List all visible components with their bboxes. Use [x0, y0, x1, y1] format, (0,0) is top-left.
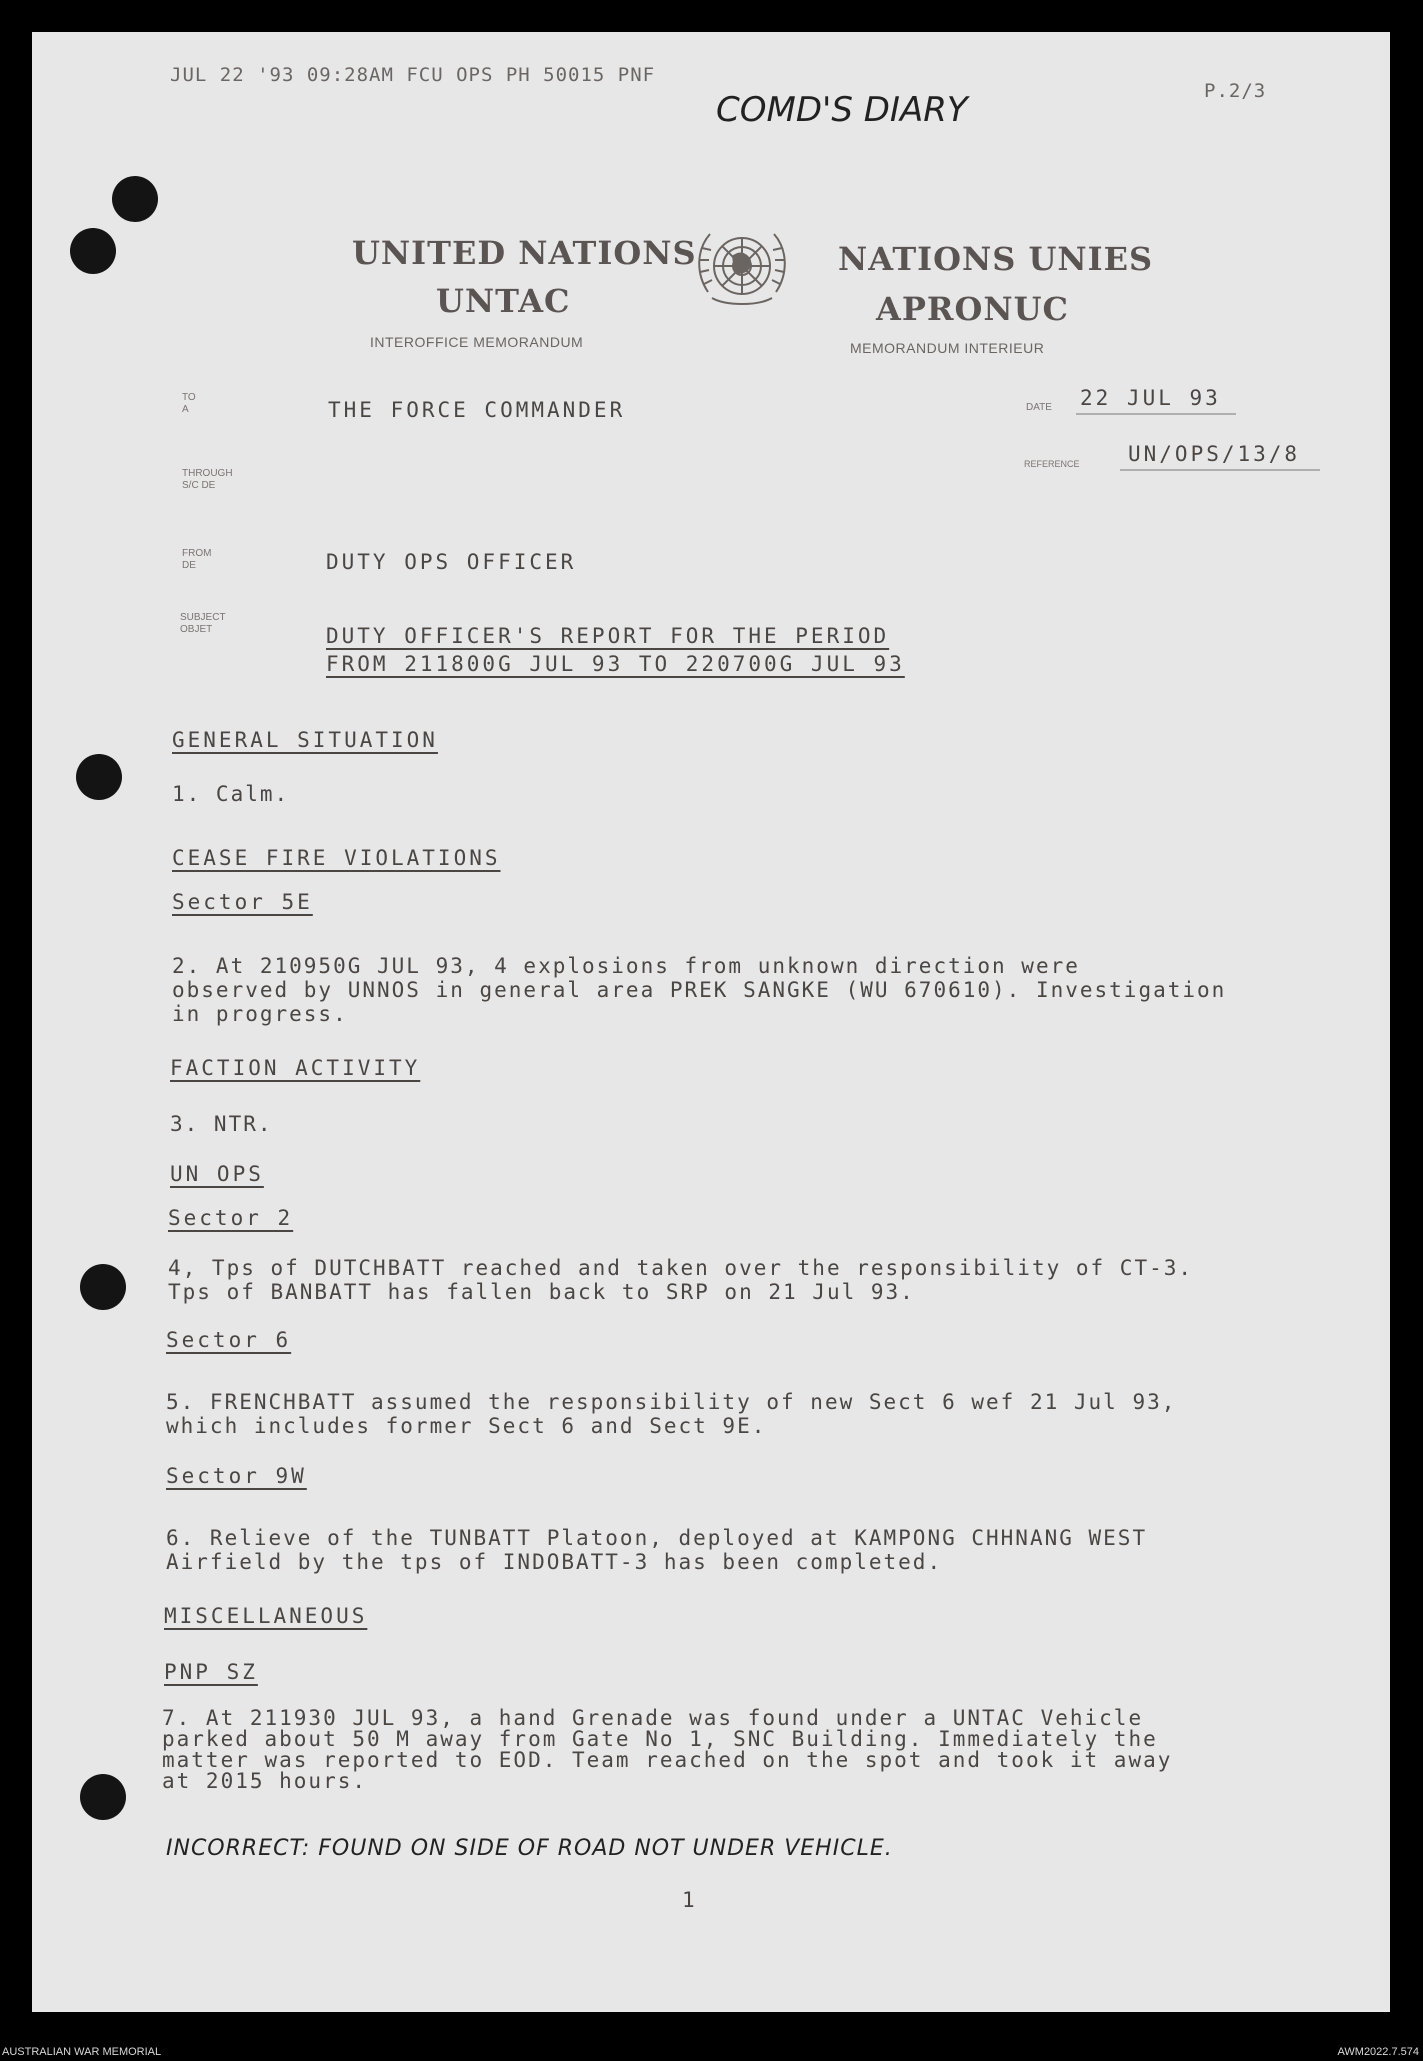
fax-header: JUL 22 '93 09:28AM FCU OPS PH 50015 PNF [170, 64, 656, 86]
heading-un-ops: UN OPS [170, 1162, 264, 1186]
subject-line2: FROM 211800G JUL 93 TO 220700G JUL 93 [326, 652, 905, 676]
paragraph-6: 6. Relieve of the TUNBATT Platoon, deployed at KAMPONG CHHNANG WEST Airfield by the tps of INDOBATT-3 has been completed. [166, 1526, 1148, 1574]
handwritten-title: COMD'S DIARY [716, 90, 968, 130]
page-marker: P.2/3 [1204, 80, 1267, 102]
paragraph-7: 7. At 211930 JUL 93, a hand Grenade was found under a UNTAC Vehicle parked about 50 M away from Gate No 1, SNC Building. Immediately the matter was reported to EOD. Team reached on the spot and took it away at 2015 hours. [162, 1706, 1173, 1793]
subject-line1: DUTY OFFICER'S REPORT FOR THE PERIOD [326, 624, 890, 648]
through-label: THROUGH S/C DE [182, 468, 233, 491]
reference-value: UN/OPS/13/8 [1128, 442, 1301, 466]
reference-label: REFERENCE [1024, 459, 1080, 469]
footer-right: AWM2022.7.574 [1337, 2046, 1419, 2058]
subject-label: SUBJECT OBJET [180, 612, 226, 635]
heading-miscellaneous: MISCELLANEOUS [164, 1604, 368, 1628]
paragraph-5: 5. FRENCHBATT assumed the responsibility of new Sect 6 wef 21 Jul 93, which includes former Sect 6 and Sect 9E. [166, 1390, 1177, 1438]
letterhead-fr-line2: APRONUC [876, 290, 1069, 328]
letterhead-en-sub: INTEROFFICE MEMORANDUM [370, 334, 584, 350]
heading-sector-5e: Sector 5E [172, 890, 313, 914]
to-value: THE FORCE COMMANDER [328, 398, 626, 422]
date-value: 22 JUL 93 [1080, 386, 1221, 410]
from-label: FROM DE [182, 548, 212, 571]
heading-pnp-sz: PNP SZ [164, 1660, 258, 1684]
heading-sector-6: Sector 6 [166, 1328, 292, 1352]
reference-underline [1120, 468, 1320, 472]
date-underline [1076, 412, 1236, 416]
punch-hole [80, 1264, 126, 1310]
punch-hole [76, 754, 122, 800]
heading-sector-2: Sector 2 [168, 1206, 294, 1230]
heading-sector-9w: Sector 9W [166, 1464, 307, 1488]
heading-cease-fire: CEASE FIRE VIOLATIONS [172, 846, 501, 870]
paragraph-3: 3. NTR. [170, 1112, 273, 1136]
un-emblem-icon [690, 222, 794, 314]
from-value: DUTY OPS OFFICER [326, 550, 577, 574]
letterhead-fr-line1: NATIONS UNIES [838, 240, 1154, 278]
punch-hole [112, 176, 158, 222]
punch-hole [70, 228, 116, 274]
letterhead-en-line2: UNTAC [436, 282, 571, 320]
paragraph-1: 1. Calm. [172, 782, 290, 806]
date-label: DATE [1026, 402, 1052, 413]
letterhead-fr-sub: MEMORANDUM INTERIEUR [850, 340, 1045, 356]
punch-hole [80, 1774, 126, 1820]
paragraph-4: 4, Tps of DUTCHBATT reached and taken over the responsibility of CT-3. Tps of BANBATT has fallen back to SRP on 21 Jul 93. [168, 1256, 1194, 1304]
footer-left: AUSTRALIAN WAR MEMORIAL [2, 2046, 162, 2058]
handwritten-note: INCORRECT: FOUND ON SIDE OF ROAD NOT UNDER VEHICLE. [166, 1836, 893, 1861]
page-number: 1 [682, 1888, 697, 1912]
letterhead-en-line1: UNITED NATIONS [352, 234, 697, 272]
to-label: TO A [182, 392, 196, 415]
heading-faction-activity: FACTION ACTIVITY [170, 1056, 421, 1080]
heading-general-situation: GENERAL SITUATION [172, 728, 438, 752]
paragraph-2: 2. At 210950G JUL 93, 4 explosions from unknown direction were observed by UNNOS in general area PREK SANGKE (WU 670610). Investigation in progress. [172, 954, 1227, 1026]
